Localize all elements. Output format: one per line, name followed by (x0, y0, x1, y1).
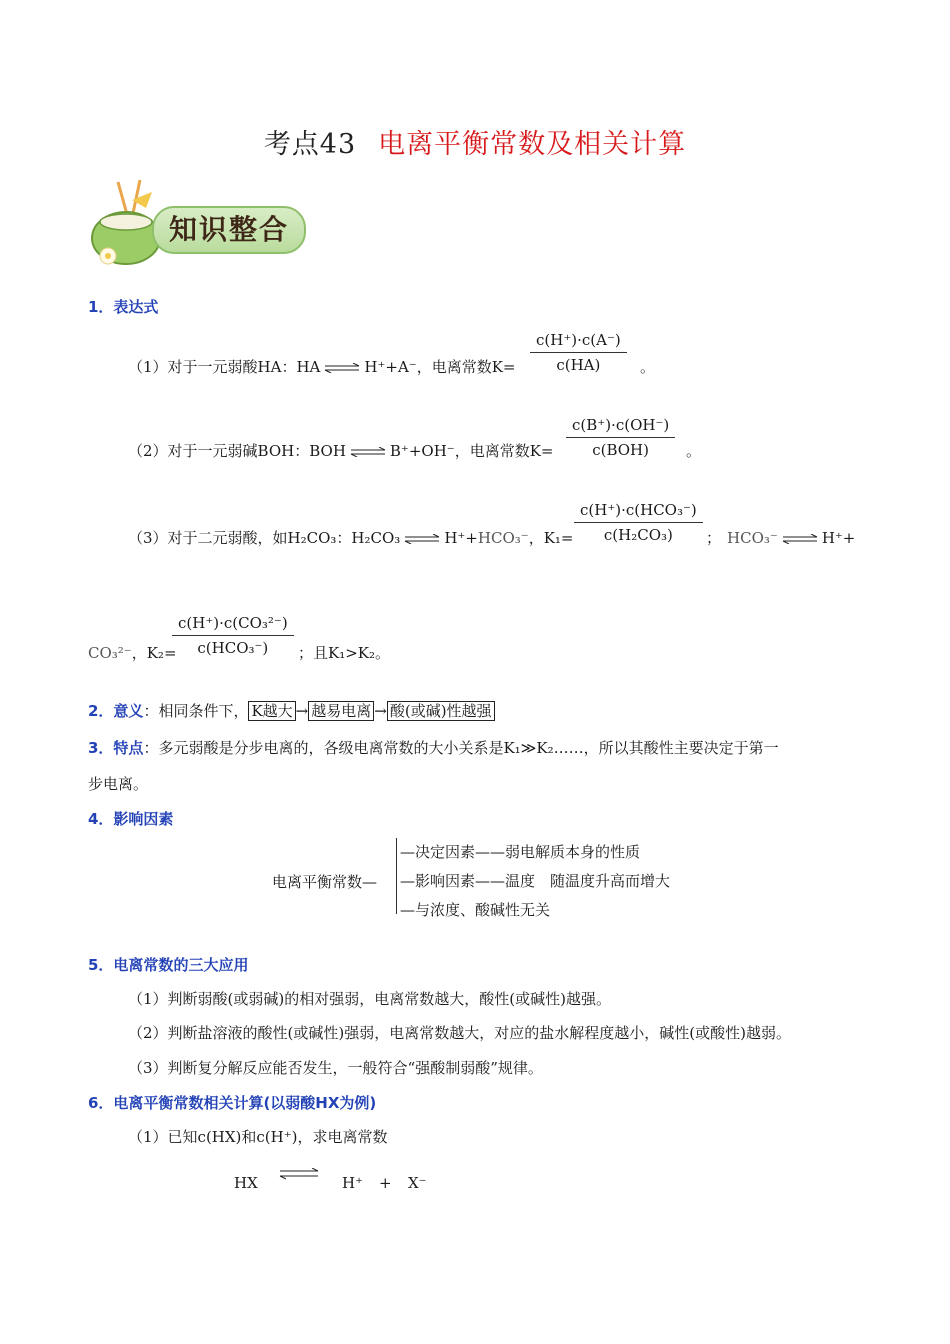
fraction-denominator: c(BOH) (592, 441, 649, 459)
factor-item: —决定因素——弱电解质本身的性质 (400, 843, 641, 861)
factors-root: 电离平衡常数— (272, 873, 378, 891)
expr-2-pre: （2）对于一元弱碱BOH：BOH (128, 442, 346, 460)
expr-line-3b (706, 527, 855, 548)
section-banner (88, 178, 308, 268)
section-3-line-2: 步电离。 (88, 775, 149, 793)
box-easier-ionize: 越易电离 (308, 701, 374, 721)
fraction-k-boh (566, 416, 675, 459)
section-3-line-1 (88, 737, 779, 758)
page-title (0, 122, 950, 161)
fraction-k2 (172, 614, 294, 657)
factor-item: —影响因素——温度 随温度升高而增大 (400, 872, 671, 890)
expr-1-post: H⁺+A⁻，电离常数K= (364, 358, 516, 376)
expr-line-4 (88, 642, 177, 663)
box-k-larger: K越大 (248, 701, 295, 721)
section-3-heading: 3．特点 (88, 739, 144, 757)
expr-line-3 (128, 527, 573, 548)
application-item: （2）判断盐溶液的酸性(或碱性)强弱，电离常数越大，对应的盐水解程度越小，碱性(或酸性)越弱。 (128, 1024, 791, 1042)
expr-4-end: ；且K₁>K₂。 (298, 644, 391, 662)
expr-line-2 (128, 440, 554, 461)
section-5-heading: 5．电离常数的三大应用 (88, 956, 249, 974)
application-item: （3）判断复分解反应能否发生，一般符合“强酸制弱酸”规律。 (128, 1059, 543, 1077)
section-2-text: ：相同条件下， (143, 702, 249, 720)
title-main: 电离平衡常数及相关计算 (378, 129, 687, 160)
ion-co3: CO₃²⁻ (88, 644, 132, 662)
fraction-numerator: c(H⁺)·c(A⁻) (530, 331, 627, 353)
k1-label: ，K₁= (528, 529, 574, 547)
expr-3-post: H⁺+ (444, 529, 478, 547)
arrow-1: → (295, 702, 309, 720)
eq-plus: + (379, 1174, 392, 1192)
fraction-numerator: c(H⁺)·c(HCO₃⁻) (574, 501, 703, 523)
expr-3-pre: （3）对于二元弱酸，如H₂CO₃：H₂CO₃ (128, 529, 401, 547)
equilibrium-arrow-icon (323, 363, 361, 373)
eq-h-plus: H⁺ (342, 1174, 363, 1192)
expr-1-pre: （1）对于一元弱酸HA：HA (128, 358, 321, 376)
arrow-2: → (374, 702, 387, 720)
equilibrium-arrow-icon (403, 534, 441, 544)
fraction-denominator: c(H₂CO₃) (603, 526, 673, 544)
box-stronger-acidity: 酸(或碱)性越强 (387, 701, 495, 721)
equilibrium-arrow-icon (278, 1168, 320, 1180)
section-2-heading: 2．意义 (88, 702, 144, 720)
ion-hco3: HCO₃⁻ (477, 529, 529, 547)
k2-label: ，K₂= (131, 644, 177, 662)
equilibrium-arrow-icon (781, 534, 819, 544)
expr-line-1 (128, 356, 515, 377)
fraction-numerator: c(H⁺)·c(CO₃²⁻) (172, 614, 294, 636)
fraction-denominator: c(HA) (556, 356, 601, 374)
section-6-heading: 6．电离平衡常数相关计算(以弱酸HX为例) (88, 1094, 377, 1112)
equilibrium-arrow-icon (349, 447, 387, 457)
factors-brace (396, 838, 397, 914)
semicolon: ； (706, 529, 722, 547)
banner-label: 知识整合 (152, 206, 306, 254)
section-3-text: ：多元弱酸是分步电离的，各级电离常数的大小关系是K₁≫K₂……，所以其酸性主要决定于第一 (143, 739, 779, 757)
expr-2-end: 。 (686, 442, 702, 460)
ion-hco3-2: HCO₃⁻ (727, 529, 778, 547)
calc-subheading: （1）已知c(HX)和c(H⁺)，求电离常数 (128, 1128, 388, 1146)
fraction-k-ha (530, 331, 627, 374)
expr-3-post2: H⁺+ (821, 529, 856, 547)
title-number: 考点43 (263, 129, 357, 160)
section-2 (88, 700, 495, 721)
section-1-heading: 1．表达式 (88, 298, 159, 316)
eq-hx: HX (234, 1174, 258, 1192)
fraction-denominator: c(HCO₃⁻) (197, 639, 269, 657)
factor-item: —与浓度、酸碱性无关 (400, 901, 551, 919)
section-4-heading: 4．影响因素 (88, 810, 174, 828)
eq-x-minus: X⁻ (408, 1174, 427, 1192)
fraction-k1 (574, 501, 703, 544)
fraction-numerator: c(B⁺)·c(OH⁻) (566, 416, 675, 438)
expr-1-end: 。 (640, 358, 656, 376)
expr-2-post: B⁺+OH⁻，电离常数K= (389, 442, 554, 460)
application-item: （1）判断弱酸(或弱碱)的相对强弱，电离常数越大，酸性(或碱性)越强。 (128, 990, 611, 1008)
